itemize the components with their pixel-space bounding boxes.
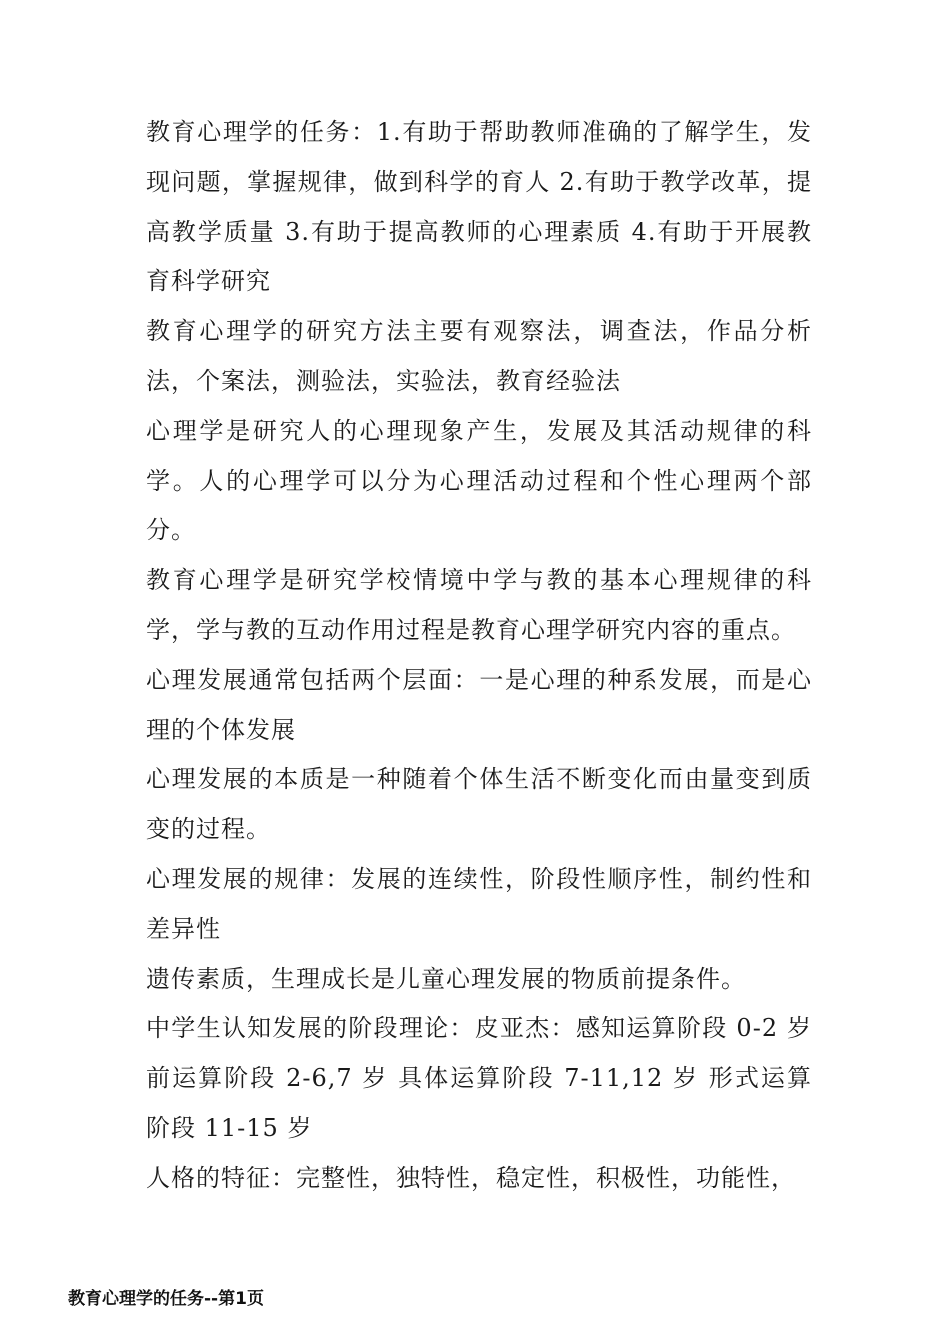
paragraph-educational-psychology-definition: 教育心理学是研究学校情境中学与教的基本心理规律的科学，学与教的互动作用过程是教育心理学研究内容的重点。: [146, 566, 812, 644]
paragraph-tasks: 教育心理学的任务：1.有助于帮助教师准确的了解学生，发现问题，掌握规律，做到科学的育人 2.有助于教学改革，提高教学质量 3.有助于提高教师的心理素质 4.有助于开展教育科学研究: [146, 118, 812, 296]
paragraph-development-essence: 心理发展的本质是一种随着个体生活不断变化而由量变到质变的过程。: [146, 765, 812, 844]
paragraph-personality-traits: 人格的特征：完整性，独特性，稳定性，积极性，功能性，: [146, 1163, 796, 1192]
paragraph-research-methods: 教育心理学的研究方法主要有观察法，调查法，作品分析法，个案法，测验法，实验法，教育经验法: [146, 317, 812, 395]
paragraph-piaget-stages: 中学生认知发展的阶段理论：皮亚杰：感知运算阶段 0-2 岁前运算阶段 2-6,7 岁 具体运算阶段 7-11,12 岁 形式运算阶段 11-15 岁: [146, 1014, 812, 1142]
paragraph-development-laws: 心理发展的规律：发展的连续性，阶段性顺序性，制约性和差异性: [146, 864, 812, 943]
paragraph-psychology-definition: 心理学是研究人的心理现象产生，发展及其活动规律的科学。人的心理学可以分为心理活动过程和个性心理两个部分。: [146, 416, 812, 545]
paragraph-heredity: 遗传素质，生理成长是儿童心理发展的物质前提条件。: [146, 964, 746, 993]
document-body: [146, 108, 812, 1204]
paragraph-development-levels: 心理发展通常包括两个层面：一是心理的种系发展，而是心理的个体发展: [146, 665, 812, 744]
page-footer: 教育心理学的任务--第1页: [68, 1289, 264, 1309]
